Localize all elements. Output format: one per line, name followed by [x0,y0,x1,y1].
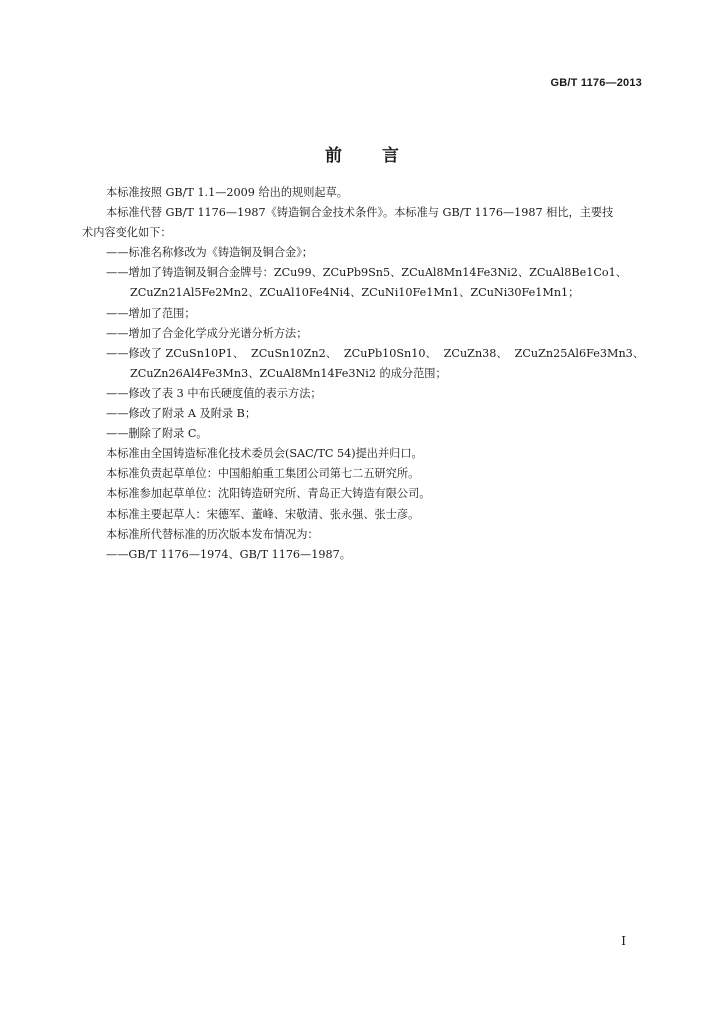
paragraph: 本标准由全国铸造标准化技术委员会(SAC/TC 54)提出并归口。 [106,447,423,461]
paragraph: 本标准参加起草单位：沈阳铸造研究所、青岛正大铸造有限公司。 [106,487,431,501]
change-item-continuation: ZCuZn21Al5Fe2Mn2、ZCuAl10Fe4Ni4、ZCuNi10Fe1Mn1、ZCuNi30Fe1Mn1； [130,286,580,300]
paragraph-continuation: 术内容变化如下： [82,226,172,240]
alloy-segment: ——修改了 ZCuSn10P1、 [106,346,244,360]
change-item: ——标准名称修改为《铸造铜及铜合金》； [106,246,313,260]
change-item: ——修改了附录 A 及附录 B； [106,407,257,421]
alloy-segment: ZCuZn38、 [443,346,508,360]
alloy-segment: ZCuZn25Al6Fe3Mn3、 [514,346,644,360]
page-title: 前言 [325,146,439,166]
page-number: I [621,934,626,948]
foreword-body [82,183,644,565]
change-item: ——GB/T 1176—1974、GB/T 1176—1987。 [106,547,351,561]
standard-code: GB/T 1176—2013 [550,77,642,89]
change-item [82,344,644,364]
change-item: ——修改了表 3 中布氏硬度值的表示方法； [106,386,322,400]
change-item: ——删除了附录 C。 [106,427,208,441]
alloy-segment: ZCuSn10Zn2、 [250,346,337,360]
paragraph: 本标准所代替标准的历次版本发布情况为： [106,527,319,541]
paragraph: 本标准按照 GB/T 1.1—2009 给出的规则起草。 [106,186,348,199]
change-item-continuation: ZCuZn26Al4Fe3Mn3、ZCuAl8Mn14Fe3Ni2 的成分范围； [130,366,447,380]
change-item: ——增加了铸造铜及铜合金牌号：ZCu99、ZCuPb9Sn5、ZCuAl8Mn14Fe3Ni2、ZCuAl8Be1Co1、 [106,266,627,280]
paragraph: 本标准代替 GB/T 1176—1987《铸造铜合金技术条件》。本标准与 GB/T 1176—1987 相比，主要技 [106,206,614,220]
change-item: ——增加了合金化学成分光谱分析方法； [106,326,308,340]
alloy-segment: ZCuPb10Sn10、 [343,346,437,360]
paragraph: 本标准主要起草人：宋德军、董峰、宋敬清、张永强、张士彦。 [106,507,420,521]
change-item: ——增加了范围； [106,306,196,320]
paragraph: 本标准负责起草单位：中国船舶重工集团公司第七二五研究所。 [106,467,420,481]
